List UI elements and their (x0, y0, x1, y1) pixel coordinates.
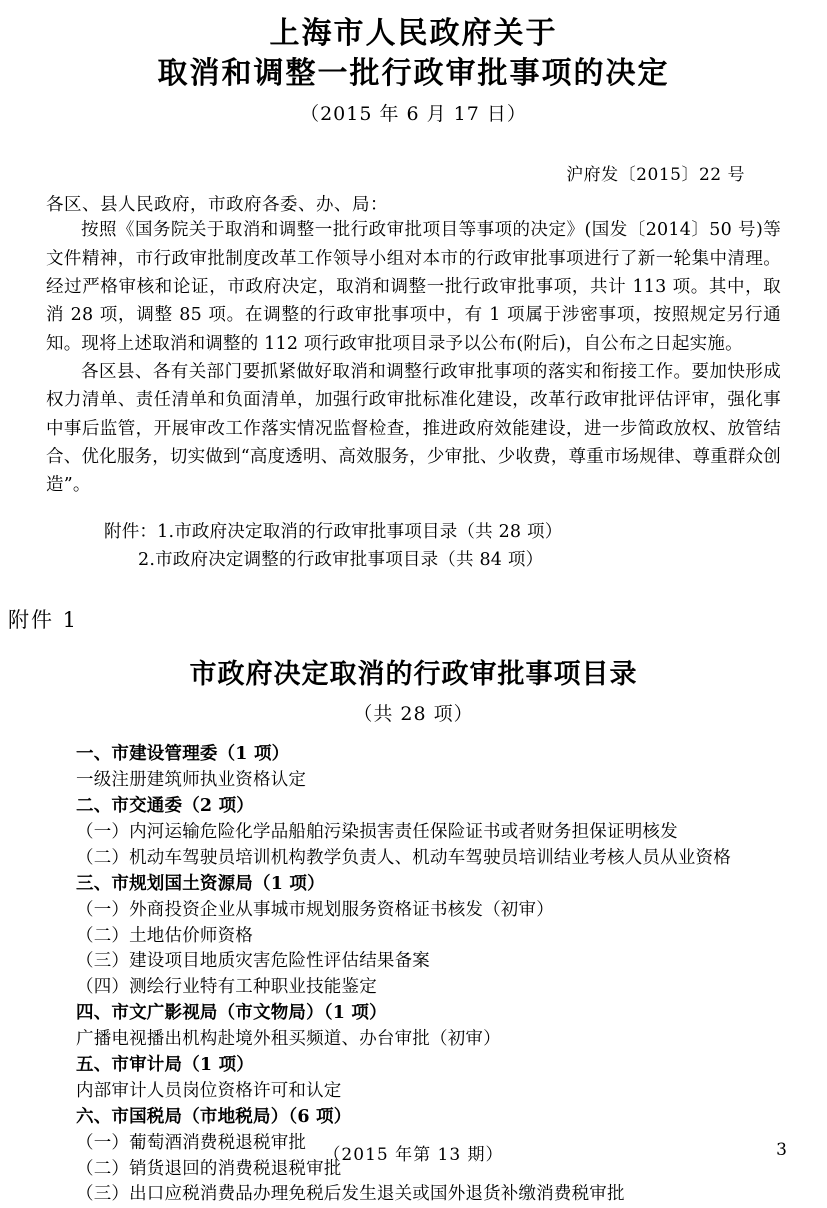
catalog-item: （二）土地估价师资格 (76, 925, 253, 946)
catalog-item: （一）内河运输危险化学品船舶污染损害责任保险证书或者财务担保证明核发 (76, 821, 678, 842)
catalog-item: （二）机动车驾驶员培训机构教学负责人、机动车驾驶员培训结业考核人员从业资格 (76, 847, 731, 868)
catalog-item: 一级注册建筑师执业资格认定 (76, 770, 307, 791)
catalog-heading: 三、市规划国土资源局（1 项） (76, 873, 325, 894)
document-title-line-2: 取消和调整一批行政审批事项的决定 (157, 55, 670, 91)
paragraph-1: 按照《国务院关于取消和调整一批行政审批项目等事项的决定》(国发〔2014〕50 号)等文件精神，市行政审批制度改革工作领导小组对本市的行政审批事项进行了新一轮集中清理。经过严格审核和论证，市政府决定，取消和调整一批行政审批事项，共计 113 项。其中，取消 28 项，调整 85 项。在调整的行政审批事项中，有 1 项属于涉密事项，按照规定另行通知。现将上述取消和调整的 112 项行政审批项目录予以公布(附后)，自公布之日起实施。 (46, 220, 781, 354)
annex-subtitle: （共 28 项） (353, 703, 474, 726)
catalog-heading: 四、市文广影视局（市文物局）（1 项） (76, 1003, 387, 1024)
attachments-block (46, 518, 781, 575)
catalog-item: （一）外商投资企业从事城市规划服务资格证书核发（初审） (76, 899, 554, 920)
catalog-heading: 六、市国税局（市地税局）（6 项） (76, 1106, 352, 1127)
catalog-heading: 二、市交通委（2 项） (76, 796, 254, 817)
catalog-heading: 一、市建设管理委（1 项） (76, 744, 290, 765)
attachment-item-1: 1.市政府决定取消的行政审批事项目录（共 28 项） (157, 521, 563, 542)
attachment-item-2: 2.市政府决定调整的行政审批事项目录（共 84 项） (138, 549, 544, 570)
footer-page-number: 3 (776, 1140, 787, 1160)
catalog-item: 内部审计人员岗位资格许可和认定 (76, 1080, 342, 1101)
annex-title: 市政府决定取消的行政审批事项目录 (189, 659, 638, 691)
salutation: 各区、县人民政府，市政府各委、办、局： (46, 195, 388, 216)
footer-issue: （2015 年第 13 期） (323, 1145, 504, 1165)
catalog-item: （二）销货退回的消费税退税审批 (76, 1158, 342, 1179)
document-date: （2015 年 6 月 17 日） (300, 103, 527, 126)
catalog-heading: 五、市审计局（1 项） (76, 1055, 254, 1075)
paragraph-2: 各区县、各有关部门要抓紧做好取消和调整行政审批事项的落实和衔接工作。要加快形成权力清单、责任清单和负面清单，加强行政审批标准化建设，改革行政审批评估评审，强化事中事后监管，开展审改工作落实情况监督检查，推进政府效能建设，进一步简政放权、放管结合、优化服务，切实做到“高度透明、高效服务，少审批、少收费，尊重市场规律、尊重群众创造”。 (46, 361, 781, 496)
catalog-item: （三）建设项目地质灾害危险性评估结果备案 (76, 951, 430, 972)
catalog-item: （四）测绘行业特有工种职业技能鉴定 (76, 977, 377, 998)
document-title (46, 14, 781, 93)
page-footer (0, 1140, 827, 1165)
annex-catalog-list (46, 742, 781, 1208)
catalog-item: （一）葡萄酒消费税退税审批 (76, 1132, 307, 1153)
catalog-item: 广播电视播出机构赴境外租买频道、办台审批（初审） (76, 1029, 501, 1050)
document-title-line-1: 上海市人民政府关于 (269, 16, 558, 51)
catalog-item: （三）出口应税消费品办理免税后发生退关或国外退货补缴消费税审批 (76, 1184, 625, 1205)
document-number: 沪府发〔2015〕22 号 (566, 165, 745, 186)
attachments-label: 附件： (104, 521, 158, 542)
annex-label: 附件 1 (8, 608, 79, 633)
